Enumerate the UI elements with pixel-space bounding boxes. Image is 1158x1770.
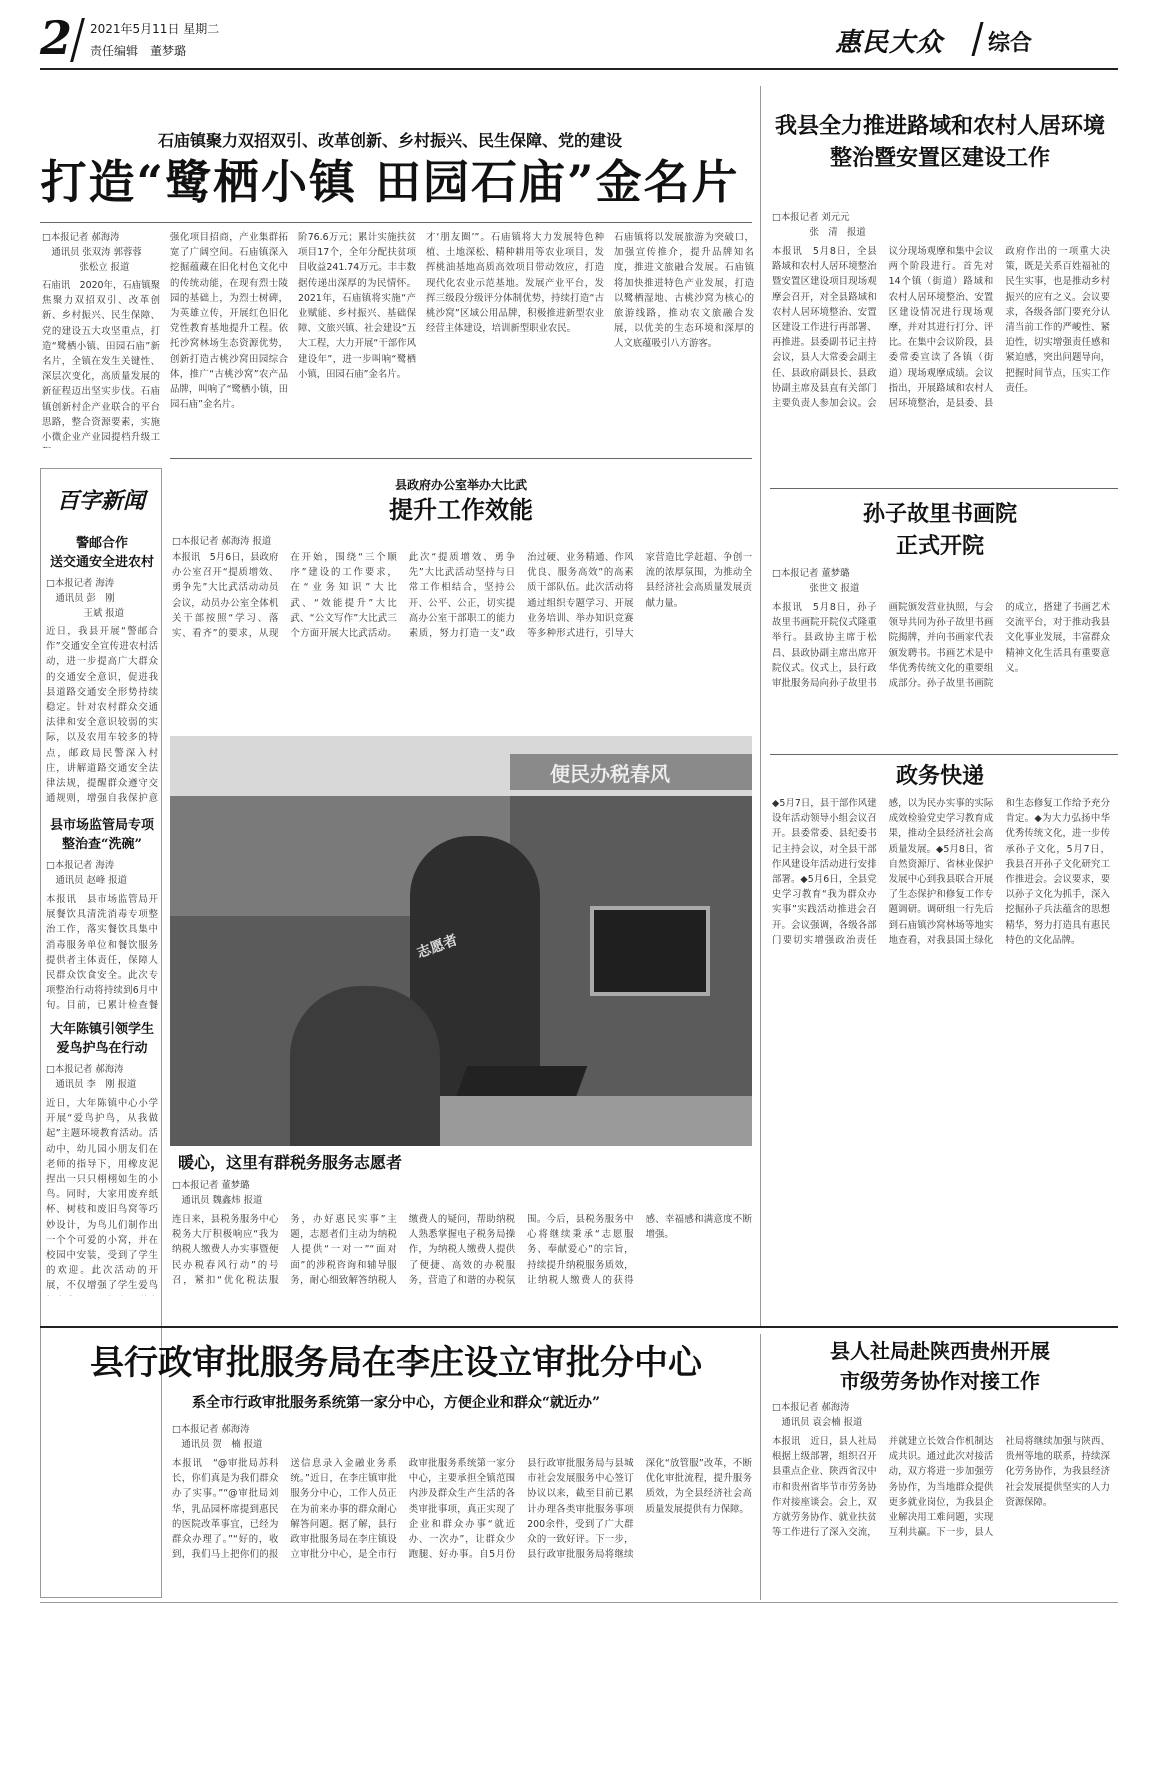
page-number: 2 (40, 11, 73, 65)
approval-text: 本报讯 “@审批局苏科长，你们真是为我们群众办了实事。”“@审批局刘华，乳品园杯席提到惠民的医院改革事宜，已经为群众办理了。”“好的，收到，我们马上把你们的报送信息录入金融业务系统。”近日，在李庄镇审批服务分中心，工作人员正在为前来办事的群众耐心解答问题。据了解，县行政审批服务局在李庄镇设立审批分中心，是全市行政审批服务系统第一家分中心，主要承担全镇范围内涉及群众生产生活的各类审批事项，真正实现了企业和群众办事“就近办、一次办”，让群众少跑腿、好办事。自5月份县行政审批服务局与县城市社会发展服务中心签订协议以来，截至目前已累计办理各类审批服务事项200余件，受到了广大群众的一致好评。下一步，县行政审批服务局将继续深化“放管服”改革，不断优化审批流程，提升服务质效，为全县经济社会高质量发展提供有力保障。 (172, 1458, 752, 1561)
masthead-date: 2021年5月11日 星期二 (90, 22, 220, 36)
baizi-item-1-text: 近日，我县开展“警邮合作”交通安全宣传进农村活动，进一步提高广大群众的交通安全意识，促进我县道路交通安全形势持续稳定。针对农村群众交通法律和安全意识较弱的实际，以及农用车较多的特点，邮政局民警深入村庄，讲解道路交通安全法律法规，提醒群众遵守交通规则，增强自我保护意 (46, 626, 158, 804)
calligraphy-byline: □本报记者 董梦璐 张世文 报道 (772, 568, 860, 595)
road-text: 本报讯 5月8日，全县路域和农村人居环境整治暨安置区建设项目现场观摩会召开，对全县路域和农村人居环境整治、安置区建设工作进行再部署、再推进。县委副书记主持会议，县人大常委会副主任、县政府副县长、县政协副主席及县直有关部门主要负责人参加会议。会议分现场观摩和集中会议两个阶段进行。首先对14个镇（街道）路域和农村人居环境整治、安置区建设情况进行现场观摩，并对其进行打分、评比。在集中会议阶段，县委常委宣读了各镇（街道）现场观摩成绩。会议指出，开展路域和农村人居环境整治，是县委、县政府作出的一项重大决策，既是关系百姓福祉的民生实事，也是推动乡村振兴的应有之义。会议要求，各级各部门要充分认清当前工作的严峻性、紧迫性，切实增强责任感和紧迫感，突出问题导向，把握时间节点，压实工作责任。 (772, 246, 1110, 410)
labor-text: 本报讯 近日，县人社局根据上级部署，组织召开县重点企业、陕西省汉中市和贵州省毕节市劳务协作对接座谈会。会上，双方就劳务协作、就业扶贫等工作进行了深入交流，并就建立长效合作机制达成共识。通过此次对接活动，双方将进一步加强劳务协作，为当地群众提供更多就业岗位，为我县企业解决用工难问题，实现互利共赢。下一步，县人社局将继续加强与陕西、贵州等地的联系，持续深化劳务协作，为我县经济社会发展提供坚实的人力资源保障。 (772, 1436, 1110, 1539)
lead-headline: 打造“鹭栖小镇 田园石庙”金名片 (40, 155, 740, 209)
lead-column-1: 石庙讯 2020年，石庙镇聚焦聚力双招双引、改革创新、乡村振兴、民生保障、党的建设五大攻坚重点，打造“鹭栖小镇、田园石庙”新名片，全镇在发生关键性、深层次变化，高质量发展的新征程迈出坚实步伐。石庙镇创新村企产业联合的平台思路，整合资源要素，实施小微企业产业园提档升级工 (42, 280, 160, 444)
page-bottom-rule (40, 1602, 1118, 1603)
gov-news-headline: 政务快递 (895, 763, 984, 789)
approval-subhead: 系全市行政审批服务系统第一家分中心，方便企业和群众“就近办” (191, 1395, 601, 1411)
baizi-item-3-byline: □本报记者 郝海涛 通讯员 李 刚 报道 (46, 1064, 137, 1091)
efficiency-kicker: 县政府办公室举办大比武 (394, 478, 527, 492)
baizi-item-3-title: 大年陈镇引领学生 爱鸟护鸟在行动 (49, 1022, 154, 1056)
baizi-item-3-text: 近日，大年陈镇中心小学开展“爱鸟护鸟，从我做起”主题环境教育活动。活动中，幼儿园小朋友们在老师的指导下，用橡皮泥捏出一只只栩栩如生的小鸟。同时，大家用废弃纸杯、树枝和废旧鸟窝等巧妙设计，为鸟儿们制作出一个个可爱的小窝，并在校园中安装，受到了学生的欢迎。此次活动的开展，不仅增强了学生爱鸟 (46, 1098, 158, 1292)
road-bottom-rule (770, 488, 1118, 489)
bottom-right-divider (760, 1334, 761, 1600)
road-byline: □本报记者 刘元元 张 清 报道 (772, 212, 866, 239)
lead-kicker: 石庙镇聚力双招双引、改革创新、乡村振兴、民生保障、党的建设 (157, 131, 622, 150)
efficiency-top-rule (170, 458, 752, 459)
approval-byline: □本报记者 郝海涛 通讯员 贺 楠 报道 (172, 1424, 263, 1451)
middle-right-divider (760, 496, 761, 1326)
lead-column-3: 阶76.6万元；累计实施扶贫项目17个，全年分配扶贫项目收益241.74万元。丰丰数据传递出深厚的为民情怀。2021年，石庙镇将实施“产业赋能、乡村振兴、基础保障、文旅兴镇、社会建设”五大工程，大力开展“干部作风建设年”，进一步叫响“鹭栖小镇，田园石庙”金名片。 (298, 232, 416, 380)
masthead-section: 综合 (988, 31, 1033, 56)
baizi-label: 百字新闻 (56, 488, 145, 514)
calligraphy-text: 本报讯 5月8日，孙子故里书画院开院仪式隆重举行。县政协主席于松昌、县政协副主席出席开院仪式。仪式上，县行政审批服务局向孙子故里书画院颁发营业执照，与会领导共同为孙子故里书画院揭牌，并向书画家代表颁发聘书。书画艺术是中华优秀传统文化的重要组成部分。孙子故里书画院的成立，搭建了书画艺术交流平台，对于推动我县文化事业发展，丰富群众精神文化生活具有重要意义。 (772, 602, 1110, 690)
baizi-item-2-text: 本报讯 县市场监管局开展餐饮具清洗消毒专项整治工作，落实餐饮具集中消毒服务单位和餐饮服务提供者主体责任，保障人民群众饮食安全。此次专项整治行动将持续到6月中旬。目前，已累计检查餐 (46, 894, 158, 1012)
lead-column-4: 才‘朋友圈’”。石庙镇将大力发展特色种植、土地深松、精种耕用等农业项目，发挥桃油基地高质高效项目带动效应，打造现代化农业示范基地。发展产业平台，发挥三级段分级评分体制优势，持续打造“古桃沙窝”区域公用品牌，积极推进新型农业经营主体建设，培训新型职业农民。 (426, 232, 604, 335)
tax-text: 连日来，县税务服务中心税务大厅积极响应“我为纳税人缴费人办实事暨便民办税春风行动”的号召，紧扣“优化税法服务，办好惠民实事”主题，志愿者们主动为纳税人提供“一对一”“面对面”的涉税咨询和辅导服务，耐心细致解答纳税人缴费人的疑问，帮助纳税人熟悉掌握电子税务局操作，为纳税人缴费人提供了便捷、高效的办税服务，营造了和谐的办税氛围。今后，县税务服务中心将继续秉承“志愿服务、奉献爱心”的宗旨，持续提升纳税服务质效，让纳税人缴费人的获得感、幸福感和满意度不断增强。 (172, 1214, 752, 1286)
masthead-editor: 责任编辑 董梦璐 (90, 44, 187, 58)
calligraphy-headline: 孙子故里书画院 正式开院 (862, 501, 1017, 559)
baizi-item-1-byline: □本报记者 海涛 通讯员 彭 刚 王斌 报道 (46, 578, 124, 620)
labor-headline: 县人社局赴陕西贵州开展 市级劳务协作对接工作 (830, 1339, 1050, 1393)
baizi-item-2-title: 县市场监管局专项 整治查“洗碗” (49, 818, 154, 852)
efficiency-text: 本报讯 5月6日，县政府办公室召开“提质增效、勇争先”大比武活动动员会议，动员办公室全体机关干部按照“学习、落实、看齐”的要求，从现在开始，围绕“三个顺序”建设的工作要求，在“业务知识”大比武、“效能提升”大比武、“公文写作”大比武三个方面开展大比武活动。此次“提质增效、勇争先”大比武活动坚持与日常工作相结合，坚持公开、公平、公正，切实提高办公室干部职工的能力素质，努力打造一支“政治过硬、业务精通、作风优良、服务高效”的高素质干部队伍。此次活动将通过组织专题学习、开展业务培训、举办知识竞赛等多种形式进行，引导大家营造比学赶超、争创一流的浓厚氛围，为推动全县经济社会高质量发展贡献力量。 (172, 552, 752, 640)
masthead-paper-name: 惠民大众 (835, 28, 944, 58)
photo-desk (440, 1096, 752, 1146)
masthead-slash-right (971, 22, 983, 56)
tax-caption: 暖心，这里有群税务服务志愿者 (178, 1153, 403, 1172)
lead-headline-rule (40, 222, 752, 223)
lead-byline: □本报记者 郝海涛 通讯员 张双涛 郭蓉蓉 张松立 报道 (42, 232, 142, 274)
efficiency-headline: 提升工作效能 (389, 495, 533, 524)
labor-byline: □本报记者 郝海涛 通讯员 袁会楠 报道 (772, 1402, 863, 1429)
lead-column-2: 强化项目招商，产业集群拓宽了广阔空间。石庙镇深入挖掘蕴藏在旧化村色文化中的传统动能，在现有烈士陵园的基础上，为烈士树碑，为英雄立传，开展红色旧化党性教育基地提升工程。依托沙窝林场生态资源优势，创新打造古桃沙窝田园综合体，推广“古桃沙窝”农产品品牌，叫响了“鹭栖小镇，田园石庙”金名片。 (170, 232, 288, 411)
gov-news-text: ◆5月7日，县干部作风建设年活动领导小组会议召开。县委常委、县纪委书记主持会议，对全县干部作风建设年活动进行安排部署。◆5月6日，全县党史学习教育“我为群众办实事”实践活动推进会召开。会议强调，各级各部门要切实增强政治责任感，以为民办实事的实际成效检验党史学习教育成果，推动全县经济社会高质量发展。◆5月8日，省自然资源厅、省林业保护发展中心到我县联合开展了生态保护和修复工作专题调研。调研组一行先后到石庙镇沙窝林场等地实地查看，对我县国土绿化和生态修复工作给予充分肯定。◆为大力弘扬中华优秀传统文化，进一步传承孙子文化，5月7日，我县召开孙子文化研究工作推进会。会议要求，要以孙子文化为抓手，深入挖掘孙子兵法蕴含的思想精华，努力打造具有惠民特色的文化品牌。 (772, 798, 1110, 946)
efficiency-byline: □本报记者 郝海涛 报道 (172, 536, 272, 547)
tax-volunteer-photo (170, 736, 752, 1146)
baizi-item-2-byline: □本报记者 海涛 通讯员 赵峰 报道 (46, 860, 127, 887)
photo-monitor (590, 906, 710, 996)
road-headline: 我县全力推进路域和农村人居环境整治暨安置区建设工作 (774, 113, 1105, 171)
approval-headline: 县行政审批服务局在李庄设立审批分中心 (90, 1343, 702, 1383)
photo-banner-text: 便民办税春风 (550, 762, 670, 786)
photo-volunteer-vest: 志愿者 (414, 932, 460, 962)
calligraphy-bottom-rule (770, 754, 1118, 755)
masthead-rule (40, 68, 1118, 70)
masthead-slash (70, 18, 85, 62)
approval-top-rule (40, 1326, 1118, 1328)
tax-byline: □本报记者 董梦璐 通讯员 魏鑫炜 报道 (172, 1180, 263, 1207)
lead-column-5: 石庙镇将以发展旅游为突破口，加强宣传推介，提升品牌知名度，推进文旅融合发展。石庙镇将加快推进特色产业发展，打造以鹭栖湿地、古桃沙窝为核心的旅游线路，推动农文旅融合发展，以优美的生态环境和深厚的人文底蕴吸引八方游客。 (614, 232, 754, 350)
baizi-item-1-title: 警邮合作 送交通安全进农村 (49, 536, 154, 570)
photo-seated-person (290, 986, 440, 1146)
